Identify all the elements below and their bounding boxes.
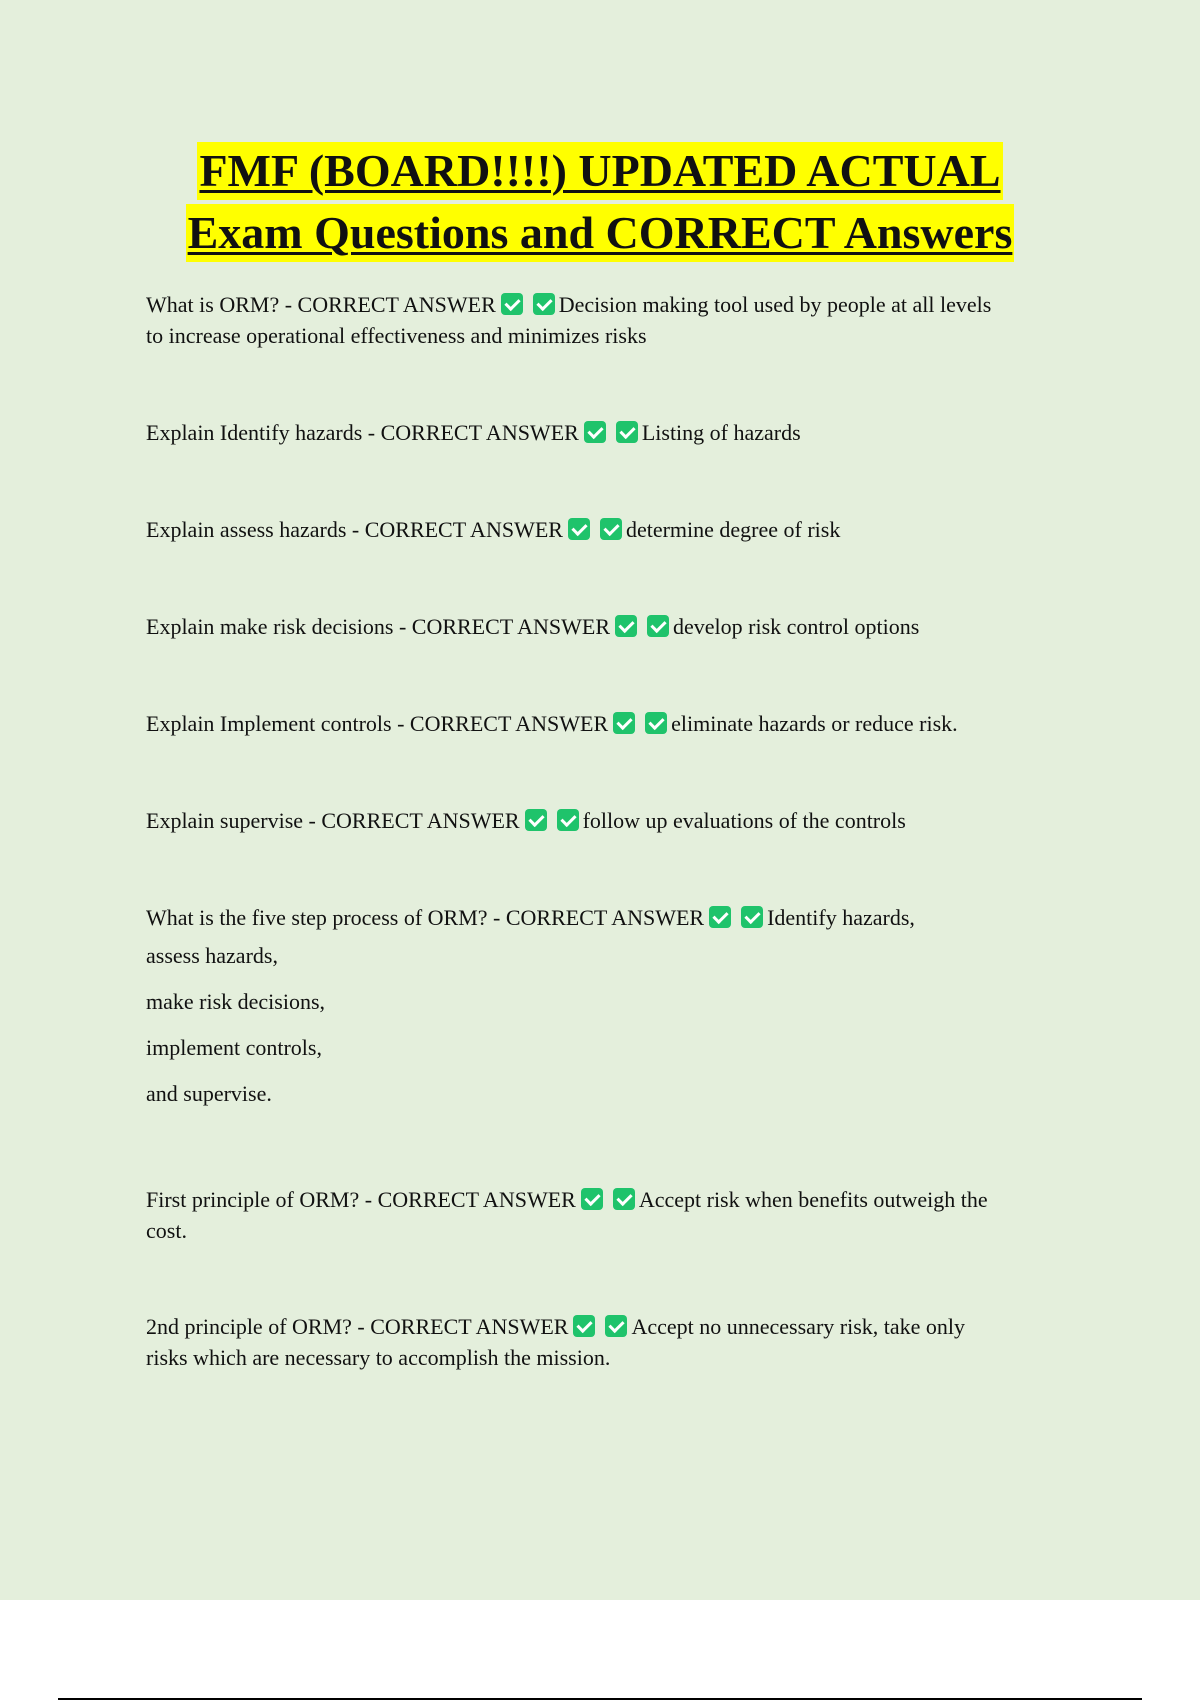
answer-text: eliminate hazards or reduce risk. — [671, 711, 958, 736]
qa-line — [146, 708, 1086, 739]
check-mark-icon — [557, 809, 579, 831]
qa-item-identify-hazards — [146, 417, 1086, 448]
question-text: Explain supervise - CORRECT ANSWER — [146, 808, 520, 833]
check-mark-icon — [647, 615, 669, 637]
qa-item-risk-decisions — [146, 611, 1086, 642]
check-mark-icon — [616, 421, 638, 443]
qa-line — [146, 611, 1086, 642]
qa-item-five-step-process — [146, 902, 1086, 1117]
qa-line — [146, 805, 1086, 836]
answer-list-line: implement controls, — [146, 1035, 322, 1060]
check-mark-icon — [584, 421, 606, 443]
check-mark-icon — [741, 906, 763, 928]
answer-continuation: to increase operational effectiveness and minimizes risks — [146, 323, 647, 348]
qa-line — [146, 417, 1086, 448]
check-mark-icon — [615, 615, 637, 637]
question-text: Explain assess hazards - CORRECT ANSWER — [146, 517, 563, 542]
question-text: Explain Identify hazards - CORRECT ANSWER — [146, 420, 579, 445]
answer-continuation: risks which are necessary to accomplish the mission. — [146, 1345, 611, 1370]
qa-item-orm — [146, 289, 1086, 351]
qa-item-supervise — [146, 805, 1086, 836]
check-mark-icon — [613, 1188, 635, 1210]
answer-text: develop risk control options — [673, 614, 920, 639]
question-text: First principle of ORM? - CORRECT ANSWER — [146, 1187, 576, 1212]
qa-line — [146, 289, 1086, 320]
check-mark-icon — [568, 518, 590, 540]
answer-text: Accept no unnecessary risk, take only — [631, 1314, 966, 1339]
check-mark-icon — [613, 712, 635, 734]
answer-text: follow up evaluations of the controls — [582, 808, 906, 833]
title-line-1: FMF (BOARD!!!!) UPDATED ACTUAL — [197, 142, 1002, 200]
qa-item-second-principle — [146, 1311, 1086, 1373]
question-text: What is ORM? - CORRECT ANSWER — [146, 292, 496, 317]
answer-text: Listing of hazards — [641, 420, 801, 445]
check-mark-icon — [600, 518, 622, 540]
check-mark-icon — [573, 1315, 595, 1337]
check-mark-icon — [581, 1188, 603, 1210]
answer-list-line: and supervise. — [146, 1081, 272, 1106]
question-text: 2nd principle of ORM? - CORRECT ANSWER — [146, 1314, 569, 1339]
check-mark-icon — [709, 906, 731, 928]
check-mark-icon — [533, 293, 555, 315]
qa-item-implement-controls — [146, 708, 1086, 739]
title-line-2: Exam Questions and CORRECT Answers — [186, 204, 1015, 262]
answer-text: determine degree of risk — [625, 517, 841, 542]
check-mark-icon — [605, 1315, 627, 1337]
qa-line — [146, 902, 1086, 933]
qa-line — [146, 1184, 1086, 1215]
document-title — [0, 140, 1200, 264]
answer-list-line: make risk decisions, — [146, 989, 326, 1014]
check-mark-icon — [525, 809, 547, 831]
answer-list-line: assess hazards, — [146, 943, 278, 968]
answer-text: Identify hazards, — [767, 905, 915, 930]
qa-line — [146, 1311, 1086, 1342]
question-text: Explain make risk decisions - CORRECT ANSWER — [146, 614, 611, 639]
question-text: What is the five step process of ORM? - CORRECT ANSWER — [146, 905, 705, 930]
check-mark-icon — [645, 712, 667, 734]
answer-text: Decision making tool used by people at all levels — [558, 292, 992, 317]
qa-item-first-principle — [146, 1184, 1086, 1246]
answer-text: Accept risk when benefits outweigh the — [638, 1187, 988, 1212]
answer-continuation: cost. — [146, 1218, 187, 1243]
qa-item-assess-hazards — [146, 514, 1086, 545]
question-text: Explain Implement controls - CORRECT ANSWER — [146, 711, 609, 736]
qa-line — [146, 514, 1086, 545]
check-mark-icon — [501, 293, 523, 315]
